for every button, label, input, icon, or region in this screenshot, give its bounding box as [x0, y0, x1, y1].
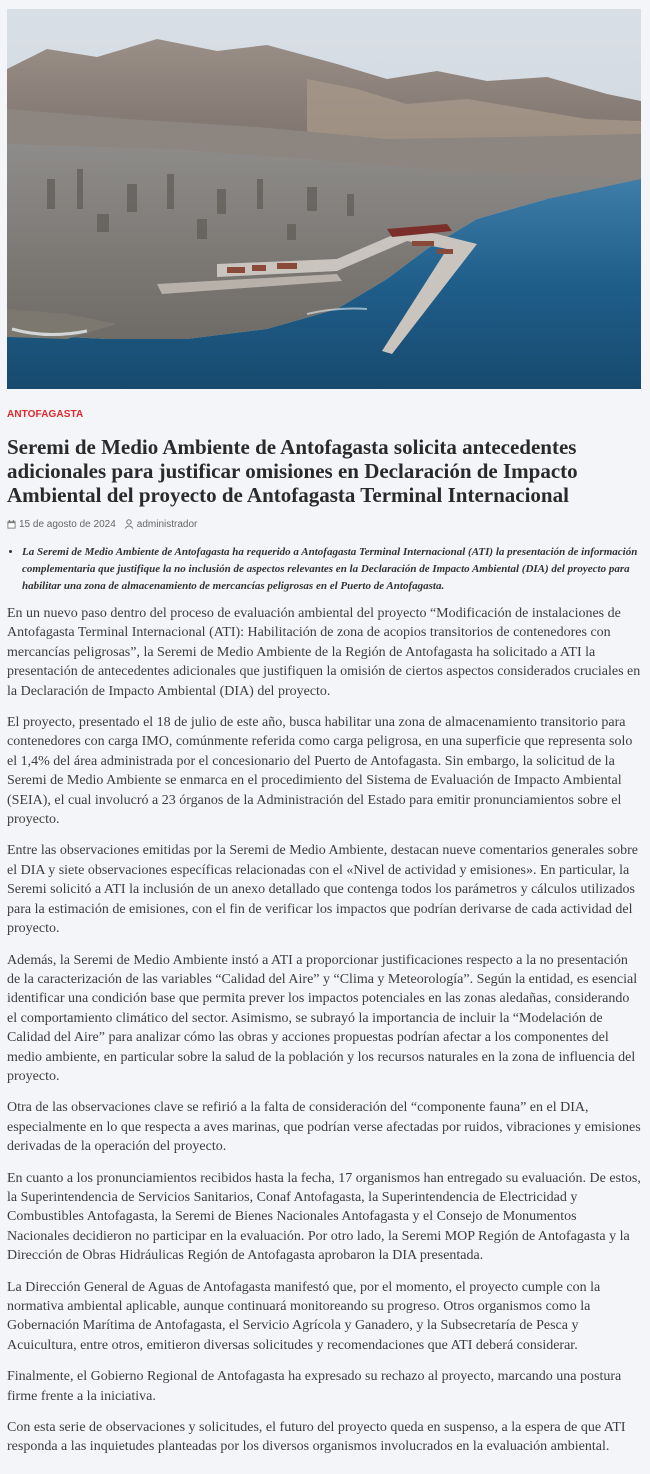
- body-paragraph: Entre las observaciones emitidas por la Seremi de Medio Ambiente, destacan nueve comentarios generales sobre el DIA y siete observaciones específicas relacionadas con el «Nivel de actividad y emisiones». En particular, la Seremi solicitó a ATI la inclusión de un anexo detallado que contenga todos los parámetros y cálculos utilizados para la estimación de emisiones, con el fin de verificar los impactos que podrían derivarse de cada actividad del proyecto.: [7, 843, 638, 937]
- post-author[interactable]: administrador: [136, 518, 198, 530]
- article-body: [7, 604, 641, 1457]
- user-icon: [124, 519, 134, 529]
- body-paragraph: En cuanto a los pronunciamientos recibidos hasta la fecha, 17 organismos han entregado su evaluación. De estos, la Superintendencia de Servicios Sanitarios, Conaf Antofagasta, la Superintendencia de Electricidad y Combustibles Antofagasta, la Seremi de Bienes Nacionales Antofagasta y el Consejo de Monumentos Nacionales decidieron no participar en la evaluación. Por otro lado, la Seremi MOP Región de Antofagasta y la Dirección de Obras Hidráulicas Región de Antofagasta aprobaron la DIA presentada.: [7, 1170, 641, 1264]
- article-meta: [7, 517, 641, 531]
- body-paragraph: Con esta serie de observaciones y solicitudes, el futuro del proyecto queda en suspenso, a la espera de que ATI responda a las inquietudes planteadas por los diversos organismos involucrados en la evaluación ambiental.: [7, 1420, 626, 1455]
- body-paragraph: El proyecto, presentado el 18 de julio de este año, busca habilitar una zona de almacenamiento transitorio para contenedores con carga IMO, comúnmente referida como carga peligrosa, en una superficie que representa solo el 1,4% del área administrada por el concesionario del Puerto de Antofagasta. Sin embargo, la solicitud de la Seremi de Medio Ambiente se enmarca en el procedimiento del Sistema de Evaluación de Impacto Ambiental (SEIA), el cual involucró a 23 órganos de la Administración del Estado para emitir pronunciamientos sobre el proyecto.: [7, 715, 633, 828]
- harbor-aerial-photo: [7, 9, 641, 389]
- body-paragraph: Finalmente, el Gobierno Regional de Antofagasta ha expresado su rechazo al proyecto, marcando una postura firme frente a la iniciativa.: [7, 1369, 622, 1404]
- date-meta: [7, 519, 116, 530]
- calendar-icon: [7, 520, 16, 529]
- hero-image: [7, 9, 641, 389]
- article-title: Seremi de Medio Ambiente de Antofagasta solicita antecedentes adicionales para justificar omisiones en Declaración de Impacto Ambiental del proyecto de Antofagasta Terminal Internacional: [7, 435, 578, 507]
- body-paragraph: La Dirección General de Aguas de Antofagasta manifestó que, por el momento, el proyecto cumple con la normativa ambiental aplicable, aunque continuará monitoreando su progreso. Otros organismos como la Gobernación Marítima de Antofagasta, el Servicio Agrícola y Ganadero, y la Subsecretaría de Pesca y Acuicultura, entre otros, emitieron diversas solicitudes y recomendaciones que ATI deberá considerar.: [7, 1279, 601, 1353]
- author-meta[interactable]: [124, 519, 198, 530]
- article-summary: [7, 544, 641, 595]
- body-paragraph: En un nuevo paso dentro del proceso de evaluación ambiental del proyecto “Modificación de instalaciones de Antofagasta Terminal Internacional (ATI): Habilitación de zona de acopios transitorios de contenedores con mercancías peligrosas”, la Seremi de Medio Ambiente de la Región de Antofagasta ha solicitado a ATI la presentación de antecedentes adicionales que justifiquen la omisión de ciertos aspectos considerados cruciales en la Declaración de Impacto Ambiental (DIA) del proyecto.: [7, 606, 641, 699]
- article-page: [7, 9, 641, 1457]
- body-paragraph: Otra de las observaciones clave se refirió a la falta de consideración del “componente fauna” en el DIA, especialmente en lo que respecta a aves marinas, que podrían verse afectadas por ruidos, vibraciones y emisiones derivadas de la operación del proyecto.: [7, 1100, 641, 1155]
- category-link[interactable]: ANTOFAGASTA: [7, 409, 84, 420]
- body-paragraph: Además, la Seremi de Medio Ambiente instó a ATI a proporcionar justificaciones respecto a la no presentación de la caracterización de las variables “Calidad del Aire” y “Clima y Meteorología”. Según la entidad, es esencial identificar una condición base que permita prever los impactos potenciales en las zonas aledañas, considerando el comportamiento climático del sector. Asimismo, se subrayó la importancia de incluir la “Modelación de Calidad del Aire” para analizar cómo las obras y acciones propuestas podrían afectar a los componentes del medio ambiente, en particular sobre la salud de la población y los recursos naturales en la zona de influencia del proyecto.: [7, 952, 638, 1084]
- summary-item: • La Seremi de Medio Ambiente de Antofagasta ha requerido a Antofagasta Terminal Internacional (ATI) la presentación de información complementaria que justifique la no inclusión de aspectos relevantes en la Declaración de Impacto Ambiental (DIA) del proyecto para habilitar una zona de almacenamiento de mercancías peligrosas en el Puerto de Antofagasta.: [22, 544, 641, 595]
- post-date: 15 de agosto de 2024: [19, 518, 116, 530]
